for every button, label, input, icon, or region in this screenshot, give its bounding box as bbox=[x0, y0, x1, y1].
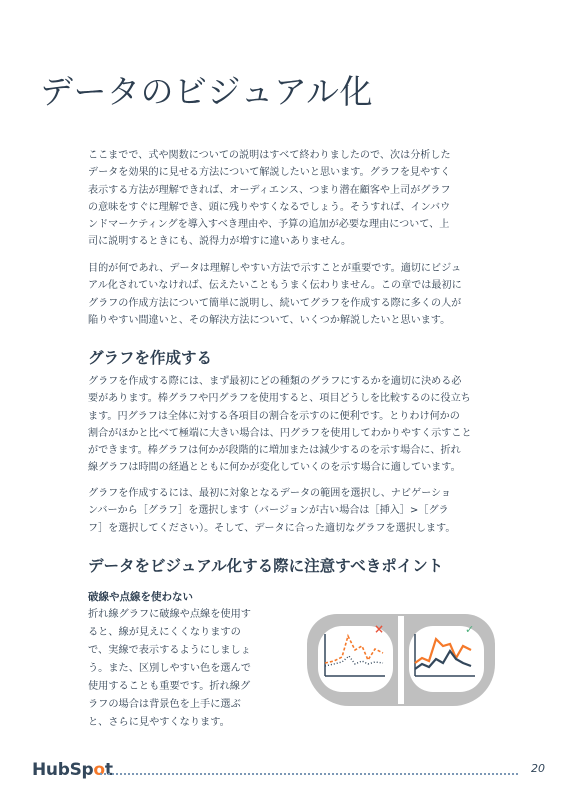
hubspot-logo bbox=[32, 760, 113, 780]
intro-paragraph-2 bbox=[88, 260, 494, 329]
text-line: 司に説明するときにも、説得力が増すに違いありません。 bbox=[88, 236, 352, 248]
text-line: ができます。棒グラフは何かが段階的に増加または減少するのを示す場合に、折れ bbox=[88, 445, 461, 457]
logo-text-p: p bbox=[81, 760, 94, 780]
footer-dotted-rule bbox=[100, 773, 518, 775]
sprocket-icon: o bbox=[93, 760, 105, 780]
text-line: 折れ線グラフに破線や点線を使用す bbox=[88, 609, 251, 620]
line-chart-comparison-illustration bbox=[305, 606, 497, 714]
text-line: 目的が何であれ、データは理解しやすい方法で示すことが重要です。適切にビジュ bbox=[88, 263, 462, 274]
page-title: データのビジュアル化 bbox=[40, 72, 374, 111]
text-line: 割合がほかと比べて極端に大きい場合は、円グラフを使用してわかりやすく示すこと bbox=[88, 427, 472, 439]
logo-text-right: t bbox=[104, 760, 113, 780]
text-line: グラフを作成するには、最初に対象となるデータの範囲を選択し、ナビゲーショ bbox=[88, 488, 451, 499]
text-line: ンドマーケティングを導入すべき理由や、予算の追加が必要な理由について、上 bbox=[88, 219, 450, 231]
text-line: ると、線が見えにくくなりますの bbox=[88, 627, 241, 638]
section1-paragraph-2 bbox=[88, 485, 494, 537]
text-line: ます。円グラフは全体に対する各項目の割合を示すのに便利です。とりわけ何かの bbox=[88, 410, 460, 422]
page-number: 20 bbox=[531, 762, 545, 775]
text-line: う。また、区別しやすい色を選んで bbox=[88, 663, 251, 674]
text-line: ここまでで、式や関数についての説明はすべて終わりましたので、次は分析した bbox=[88, 150, 451, 161]
text-line: の意味をすぐに理解でき、頭に残りやすくなるでしょう。そうすれば、インバウ bbox=[88, 201, 451, 213]
text-line: 陥りやすい間違いと、その解決方法について、いくつか解説したいと思います。 bbox=[88, 314, 451, 326]
text-line: 表示する方法が理解できれば、オーディエンス、つまり潜在顧客や上司がグラフ bbox=[88, 184, 451, 196]
section1-paragraph-1 bbox=[88, 373, 494, 477]
logo-text-left: HubS bbox=[32, 760, 82, 780]
text-line: と、さらに見やすくなります。 bbox=[88, 717, 230, 728]
text-line: データを効果的に見せる方法について解説したいと思います。グラフを見やすく bbox=[88, 167, 451, 179]
text-line: グラフを作成する際には、まず最初にどの種類のグラフにするかを適切に決める必 bbox=[88, 376, 462, 387]
tip-heading-no-dashed-lines: 破線や点線を使わない bbox=[88, 591, 193, 603]
illustration-divider bbox=[398, 616, 404, 704]
intro-paragraph-1 bbox=[88, 147, 494, 251]
tip-paragraph bbox=[88, 606, 268, 732]
bad-example-x-icon: × bbox=[374, 622, 385, 636]
section-heading-visualization-tips: データをビジュアル化する際に注意すべきポイント bbox=[88, 557, 444, 575]
text-line: で、実線で表示するようにしましょ bbox=[88, 645, 251, 656]
text-line: フ］を選択してください）。そして、データに合った適切なグラフを選択します。 bbox=[88, 522, 456, 534]
text-line: ンバーから［グラフ］を選択します（バージョンが古い場合は［挿入］>［グラ bbox=[88, 505, 449, 517]
text-line: アル化されていなければ、伝えたいこともうまく伝わりません。この章では最初に bbox=[88, 280, 462, 292]
text-line: グラフの作成方法について簡単に説明し、続いてグラフを作成する際に多くの人が bbox=[88, 297, 462, 309]
text-line: 線グラフは時間の経過とともに何かが変化していくのを示す場合に適しています。 bbox=[88, 462, 461, 474]
section-heading-create-graph: グラフを作成する bbox=[88, 349, 213, 367]
good-example-check-icon: ✓ bbox=[465, 623, 475, 636]
text-line: ラフの場合は背景色を上手に選ぶ bbox=[88, 699, 241, 710]
text-line: 使用することも重要です。折れ線グ bbox=[88, 681, 251, 692]
text-line: 要があります。棒グラフや円グラフを使用すると、項目どうしを比較するのに役立ち bbox=[88, 393, 471, 405]
